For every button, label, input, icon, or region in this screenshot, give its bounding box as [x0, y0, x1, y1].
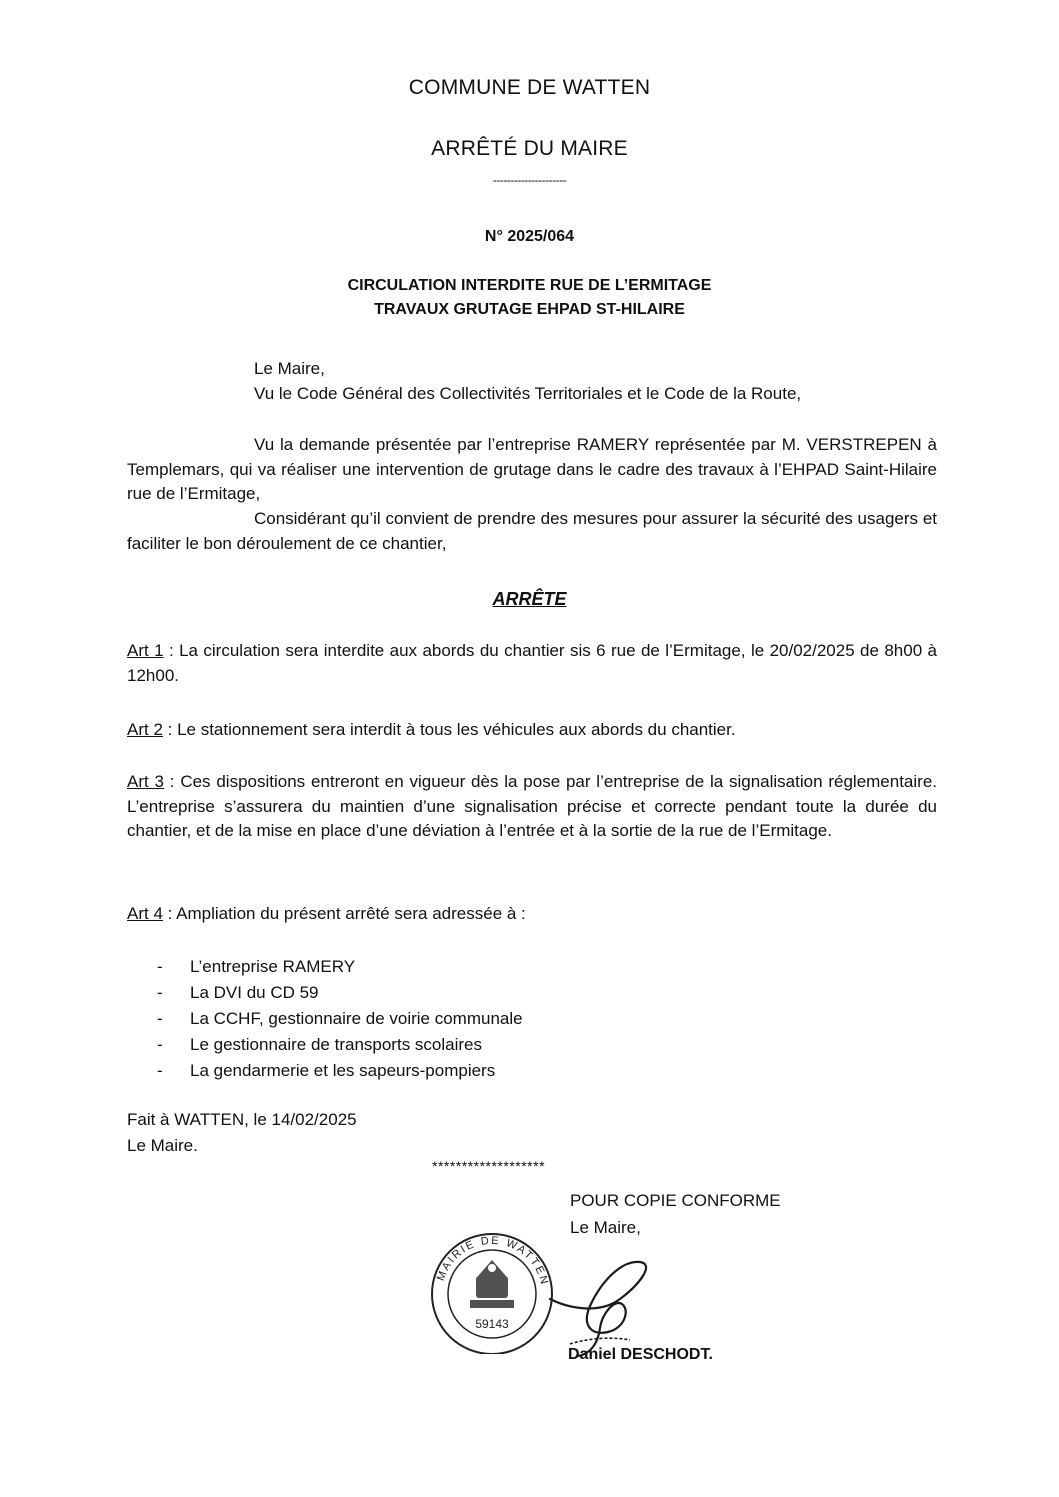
- article-3-text: Ces dispositions entreront en vigueur dès la pose par l’entreprise de la signalisation réglementaire. L’entreprise s’assurera du maintien d’une signalisation précise et correcte pendant toute la durée du chantier, et de la mise en place d’une déviation à l’entrée et à la sortie de la rue de l’Ermitage.: [127, 772, 938, 840]
- title-separator: ---------------------: [492, 173, 567, 187]
- article-4-label: Art 4: [127, 904, 163, 923]
- signatory-name: Daniel DESCHODT.: [568, 1346, 713, 1363]
- article-2-label: Art 2: [127, 720, 163, 739]
- seal-arc-text: MAIRIE DE WATTEN: [434, 1234, 551, 1288]
- preamble-vu-demande: Vu la demande présentée par l’entreprise RAMERY représentée par M. VERSTREPEN à Templemars, qui va réaliser une intervention de grutage dans le cadre des travaux à l’EHPAD Saint-Hilaire rue de l’Ermitage,: [127, 435, 937, 503]
- fait-a-line: Fait à WATTEN, le 14/02/2025: [127, 1110, 357, 1129]
- subject-line-2: TRAVAUX GRUTAGE EHPAD ST-HILAIRE: [374, 301, 685, 318]
- copy-le-maire: Le Maire,: [570, 1218, 641, 1237]
- article-1-text: La circulation sera interdite aux abords du chantier sis 6 rue de l’Ermitage, le 20/02/2025 de 8h00 à 12h00.: [127, 641, 938, 685]
- article-1-label: Art 1: [127, 641, 164, 660]
- arrete-heading: ARRÊTE: [492, 589, 567, 609]
- commune-heading: COMMUNE DE WATTEN: [408, 76, 651, 99]
- closing-le-maire: Le Maire.: [127, 1136, 198, 1155]
- list-item: - La gendarmerie et les sapeurs-pompiers: [157, 1058, 523, 1084]
- preamble-le-maire: Le Maire,: [254, 359, 325, 378]
- article-3-label: Art 3: [127, 772, 164, 791]
- article-2: Art 2 : Le stationnement sera interdit à tous les véhicules aux abords du chantier.: [127, 720, 736, 739]
- preamble-vu-code: Vu le Code Général des Collectivités Territoriales et le Code de la Route,: [254, 384, 802, 403]
- article-4: Art 4 : Ampliation du présent arrêté sera adressée à :: [127, 904, 526, 923]
- list-item: - L’entreprise RAMERY: [157, 954, 523, 980]
- seal-postal-code: 59143: [475, 1317, 509, 1331]
- subject-line-1: CIRCULATION INTERDITE RUE DE L’ERMITAGE: [347, 277, 712, 294]
- preamble-considerant: Considérant qu’il convient de prendre des mesures pour assurer la sécurité des usagers et faciliter le bon déroulement de ce chantier,: [127, 509, 937, 553]
- document-title: ARRÊTÉ DU MAIRE: [431, 137, 628, 160]
- arrete-number: N° 2025/064: [484, 228, 575, 245]
- article-4-text: Ampliation du présent arrêté sera adressée à :: [176, 904, 526, 923]
- article-2-text: Le stationnement sera interdit à tous les véhicules aux abords du chantier.: [177, 720, 736, 739]
- list-item: - Le gestionnaire de transports scolaires: [157, 1032, 523, 1058]
- recipients-list: [157, 954, 523, 1084]
- article-1: Art 1 : La circulation sera interdite aux abords du chantier sis 6 rue de l’Ermitage, le 20/02/2025 de 8h00 à 12h00.: [127, 641, 938, 685]
- list-item: - La CCHF, gestionnaire de voirie communale: [157, 1006, 523, 1032]
- stars-separator: *******************: [432, 1158, 546, 1174]
- article-3: Art 3 : Ces dispositions entreront en vigueur dès la pose par l’entreprise de la signalisation réglementaire. L’entreprise s’assurera du maintien d’une signalisation précise et correcte pendant toute la durée du chantier, et de la mise en place d’une déviation à l’entrée et à la sortie de la rue de l’Ermitage.: [127, 772, 938, 840]
- pour-copie-conforme: POUR COPIE CONFORME: [570, 1191, 781, 1210]
- copy-block: [570, 1187, 781, 1241]
- list-item: - La DVI du CD 59: [157, 980, 523, 1006]
